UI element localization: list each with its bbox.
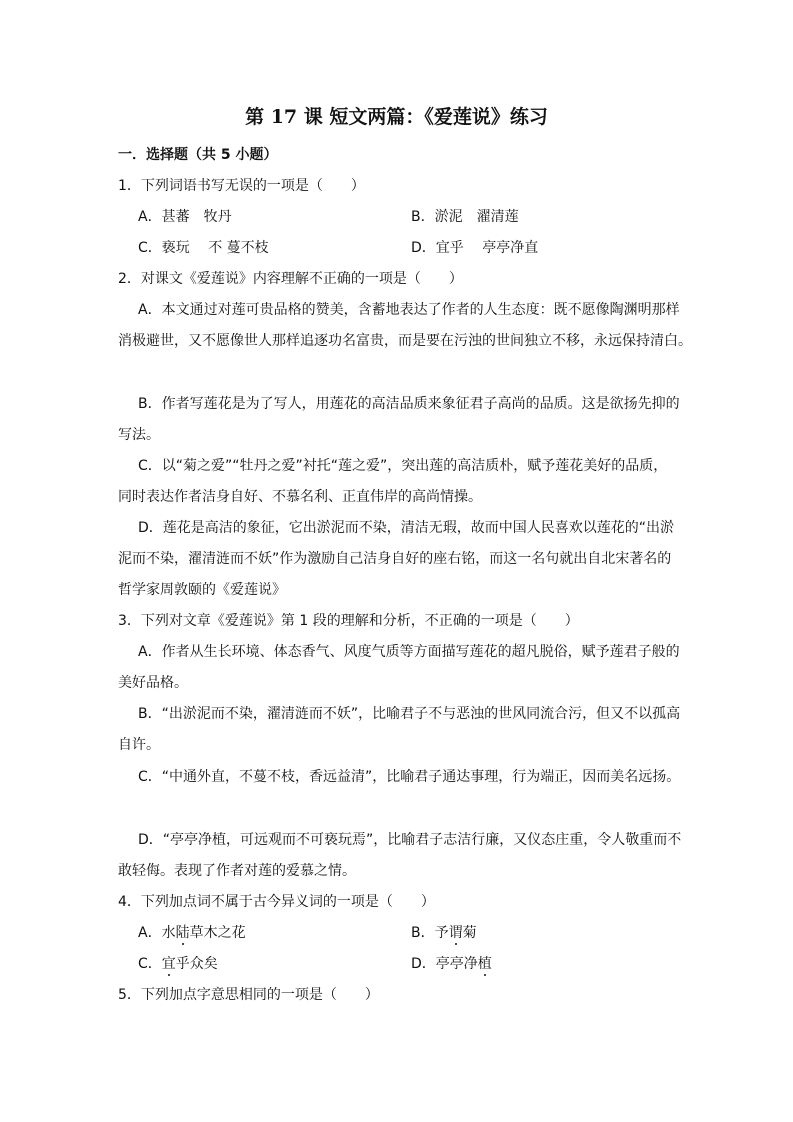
question-3-option-b-continued: 自许。 [118,737,160,753]
option-text: A．水 [138,925,176,941]
section-heading: 一．选择题（共 5 小题） [118,147,278,163]
question-2-option-d-continued: 泥而不染，濯清涟而不妖”作为激励自己洁身自好的座右铭，而这一名句就出自北宋著名的 [118,551,672,567]
question-3-option-c: C．“中通外直，不蔓不枝，香远益清”，比喻君子通达事理，行为端正，因而美名远扬。 [138,769,681,785]
question-2-stem: 2．对课文《爱莲说》内容理解不正确的一项是（ ） [118,271,463,287]
question-1-option-a: A．甚蕃 牧丹 [138,209,232,225]
question-2-option-b-continued: 写法。 [118,427,160,443]
question-2-option-d-continued-2: 哲学家周敦颐的《爱莲说》 [118,582,286,598]
dotted-character: 谓 [448,925,463,941]
option-text: B．予 [411,925,449,941]
dotted-character: 陆 [175,925,190,941]
option-text: 乎众矣 [175,956,218,972]
question-2-option-a-continued: 消极避世，又不愿像世人那样追逐功名富贵，而是要在污浊的世间独立不移，永远保持清白。 [118,333,692,349]
question-5-stem: 5．下列加点字意思相同的一项是（ ） [118,987,379,1003]
dotted-character: 宜 [161,956,176,972]
question-1-option-d: D．宜乎 亭亭净直 [411,240,539,256]
question-1-stem: 1．下列词语书写无误的一项是（ ） [118,178,365,194]
option-text: C． [138,956,162,972]
question-4-option-c [138,955,218,973]
dotted-character: 植 [477,956,492,972]
question-2-option-c: C．以“菊之爱”“牡丹之爱”衬托“莲之爱”，突出莲的高洁质朴，赋予莲花美好的品质， [138,458,668,474]
page-title: 第 17 课 短文两篇：《爱莲说》练习 [245,106,548,128]
question-2-option-a: A．本文通过对莲可贵品格的赞美，含蓄地表达了作者的人生态度：既不愿像陶渊明那样 [138,302,680,318]
question-3-option-a: A．作者从生长环境、体态香气、风度气质等方面描写莲花的超凡脱俗，赋予莲君子般的 [138,644,680,660]
question-4-option-d [411,955,492,973]
question-3-option-d-continued: 敢轻侮。表现了作者对莲的爱慕之情。 [118,863,356,879]
question-3-option-a-continued: 美好品格。 [118,675,188,691]
question-4-stem: 4．下列加点词不属于古今异义词的一项是（ ） [118,894,435,910]
option-text: 菊 [462,925,477,941]
question-1-option-c: C．亵玩 不 蔓不枝 [138,240,269,256]
option-text: D．亭亭净 [411,956,478,972]
question-2-option-b: B．作者写莲花是为了写人，用莲花的高洁品质来象征君子高尚的品质。这是欲扬先抑的 [138,396,680,412]
question-4-option-a [138,924,246,942]
question-2-option-d: D．莲花是高洁的象征，它出淤泥而不染，清洁无瑕，故而中国人民喜欢以莲花的“出淤 [138,520,675,536]
question-3-option-b: B．“出淤泥而不染，濯清涟而不妖”，比喻君子不与恶浊的世风同流合污，但又不以孤高 [138,706,681,722]
question-2-option-c-continued: 同时表达作者洁身自好、不慕名利、正直伟岸的高尚情操。 [118,489,482,505]
question-3-stem: 3．下列对文章《爱莲说》第 1 段的理解和分析，不正确的一项是（ ） [118,613,579,629]
question-3-option-d: D．“亭亭净植，可远观而不可亵玩焉”，比喻君子志洁行廉，又仪态庄重，令人敬重而不 [138,832,682,848]
question-1-option-b: B．淤泥 濯清莲 [411,209,519,225]
option-text: 草木之花 [189,925,246,941]
question-4-option-b [411,924,477,942]
